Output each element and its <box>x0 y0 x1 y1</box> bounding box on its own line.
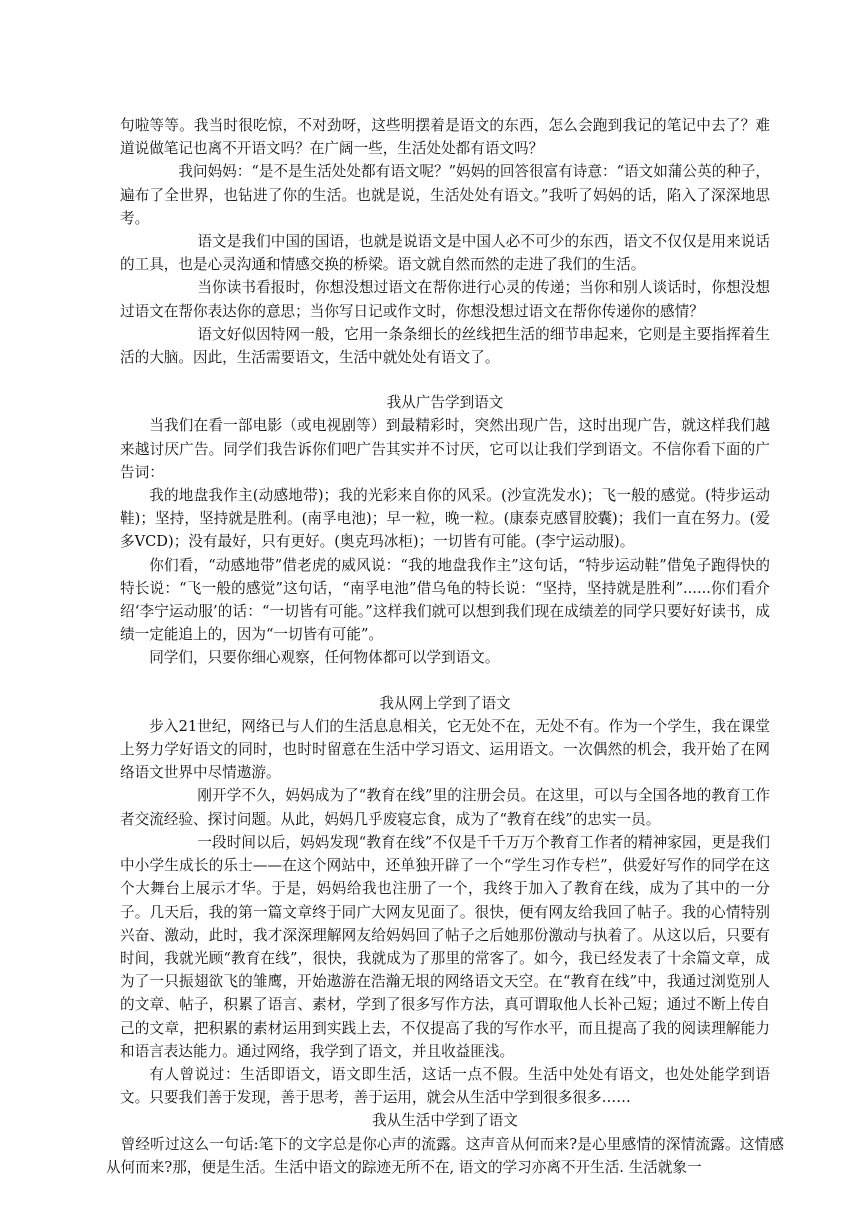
paragraph: 同学们，只要你细心观察，任何物体都可以学到语文。 <box>149 649 500 667</box>
paragraph: 刚开学不久，妈妈成为了“教育在线”里的注册会员。在这里，可以与全国各地的教育工作者交流经验、探讨问题。从此，妈妈几乎废寝忘食，成为了“教育在线”的忠实一员。 <box>120 787 770 828</box>
paragraph: 当你读书看报时，你想没想过语文在帮你进行心灵的传递；当你和别人谈话时，你想没想过语文在帮你表达你的意思；当你写日记或作文时，你想没想过语文在帮你传递你的感情？ <box>120 279 770 320</box>
paragraph: 当我们在看一部电影（或电视剧等）到最精彩时，突然出现广告，这时出现广告，就这样我们越来越讨厌广告。同学们我告诉你们吧广告其实并不讨厌，它可以让我们学到语文。不信你看下面的广告词： <box>120 417 770 481</box>
paragraph: 你们看，“动感地带”借老虎的威风说：“我的地盘我作主”这句话，“特步运动鞋”借兔子跑得快的特长说：“飞一般的感觉”这句话，“南孚电池”借乌龟的特长说：“坚持，坚持就是胜利”......你们看介绍‘李宁运动服’的话：“一切皆有可能。”这样我们就可以想到我们现在成绩差的同学只要好好读书，成绩一定能追上的，因为“一切皆有可能”。 <box>120 556 770 644</box>
spacer <box>120 670 770 692</box>
section-title-web: 我从网上学到了语文 <box>379 694 511 712</box>
paragraph: 曾经听过这么一句话:笔下的文字总是你心声的流露。这声音从何而来?是心里感情的深情流露。这情感从何而来?那，便是生活。生活中语文的踪迹无所不在, 语文的学习亦离不开生活. 生活就象一 <box>106 1135 784 1176</box>
paragraph: 我问妈妈：“是不是生活处处都有语文呢？”妈妈的回答很富有诗意：“语文如蒲公英的种子，遍布了全世界，也钻进了你的生活。也就是说，生活处处有语文。”我听了妈妈的话，陷入了深深地思考。 <box>120 163 770 227</box>
section-title-life: 我从生活中学到了语文 <box>372 1112 518 1130</box>
paragraph: 步入21世纪，网络已与人们的生活息息相关，它无处不在，无处不有。作为一个学生，我在课堂上努力学好语文的同时，也时时留意在生活中学习语文、运用语文。一次偶然的机会，我开始了在网络语文世界中尽情遨游。 <box>120 717 770 782</box>
paragraph: 有人曾说过：生活即语文，语文即生活，这话一点不假。生活中处处有语文，也处处能学到语文。只要我们善于发现，善于思考，善于运用，就会从生活中学到很多很多…… <box>120 1065 770 1107</box>
paragraph: 我的地盘我作主(动感地带)；我的光彩来自你的风采。(沙宣洗发水)；飞一般的感觉。(特步运动鞋)；坚持，坚持就是胜利。(南孚电池)；早一粒，晚一粒。(康泰克感冒胶囊)；我们一直在努力。(爱多VCD)；没有最好，只有更好。(奥克玛冰柜)；一切皆有可能。(李宁运动服)。 <box>120 487 770 551</box>
section-life-body <box>106 1133 784 1179</box>
document-body <box>106 114 784 1179</box>
paragraph: 句啦等等。我当时很吃惊，不对劲呀，这些明摆着是语文的东西，怎么会跑到我记的笔记中去了？难道说做笔记也离不开语文吗？在广阔一些，生活处处都有语文吗？ <box>120 117 770 158</box>
spacer <box>120 369 770 391</box>
paragraph: 语文是我们中国的国语，也就是说语文是中国人必不可少的东西，语文不仅仅是用来说话的工具，也是心灵沟通和情感交换的桥梁。语文就自然而然的走进了我们的生活。 <box>120 233 770 274</box>
paragraph: 语文好似因特网一般，它用一条条细长的丝线把生活的细节串起来，它则是主要指挥着生活的大脑。因此，生活需要语文，生活中就处处有语文了。 <box>120 325 770 367</box>
paragraph: 一段时间以后，妈妈发现“教育在线”不仅是千千万万个教育工作者的精神家园，更是我们中小学生成长的乐士——在这个网站中，还单独开辟了一个“学生习作专栏”，供爱好写作的同学在这个大舞台上展示才华。于是，妈妈给我也注册了一个，我终于加入了教育在线，成为了其中的一分子。几天后，我的第一篇文章终于同广大网友见面了。很快，便有网友给我回了帖子。我的心情特别兴奋、激动，此时，我才深深理解网友给妈妈回了帖子之后她那份激动与执着了。从这以后，只要有时间，我就光顾“教育在线”，很快，我就成为了那里的常客了。如今，我已经发表了十余篇文章，成为了一只振翅欲飞的雏鹰，开始遨游在浩瀚无垠的网络语文天空。在“教育在线”中，我通过浏览别人的文章、帖子，积累了语言、素材，学到了很多写作方法，真可谓取他人长补己短；通过不断上传自己的文章，把积累的素材运用到实践上去，不仅提高了我的写作水平，而且提高了我的阅读理解能力和语言表达能力。通过网络，我学到了语文，并且收益匪浅。 <box>120 833 770 1060</box>
section-title-ad: 我从广告学到语文 <box>386 394 504 412</box>
